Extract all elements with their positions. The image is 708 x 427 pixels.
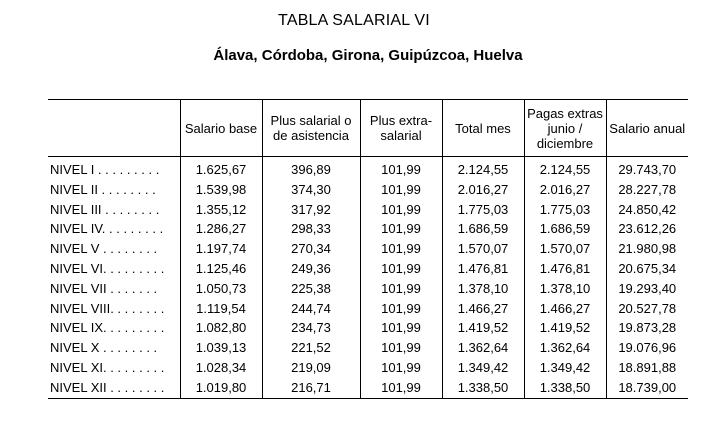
plus-extra-salarial-cell: 101,99: [360, 259, 442, 279]
salario-base-cell: 1.286,27: [180, 219, 262, 239]
plus-extra-salarial-cell: 101,99: [360, 318, 442, 338]
total-mes-cell: 1.349,42: [442, 358, 524, 378]
plus-extra-salarial-cell: 101,99: [360, 299, 442, 319]
table-row: [48, 279, 688, 299]
pagas-extras-cell: 2.016,27: [524, 180, 606, 200]
salario-base-cell: 1.119,54: [180, 299, 262, 319]
salario-base-cell: 1.355,12: [180, 200, 262, 220]
table-row: [48, 219, 688, 239]
level-cell: NIVEL XII . . . . . . . .: [48, 378, 180, 398]
plus-extra-salarial-cell: 101,99: [360, 378, 442, 398]
plus-extra-salarial-cell: 101,99: [360, 338, 442, 358]
level-cell: NIVEL V . . . . . . . .: [50, 241, 158, 257]
plus-salarial-cell: 374,30: [262, 180, 360, 200]
pagas-extras-cell: 1.570,07: [524, 239, 606, 259]
salario-anual-cell: 28.227,78: [606, 180, 688, 200]
table-row: [48, 200, 688, 220]
header-row: [48, 100, 688, 157]
table-row: [48, 259, 688, 279]
level-cell: NIVEL VII . . . . . . .: [50, 280, 158, 296]
salario-base-cell: 1.028,34: [180, 358, 262, 378]
pagas-extras-cell: 1.378,10: [524, 279, 606, 299]
total-mes-cell: 1.419,52: [442, 318, 524, 338]
pagas-extras-cell: 1.775,03: [524, 200, 606, 220]
salario-base-cell: 1.050,73: [180, 279, 262, 299]
plus-extra-salarial-cell: 101,99: [360, 180, 442, 200]
header-plus-extra-salarial: Plus extra-salarial: [360, 100, 442, 157]
table-row: [48, 157, 688, 180]
plus-salarial-cell: 317,92: [262, 200, 360, 220]
plus-extra-salarial-cell: 101,99: [360, 157, 442, 180]
total-mes-cell: 1.686,59: [442, 219, 524, 239]
table-row: [48, 180, 688, 200]
salario-base-cell: 1.039,13: [180, 338, 262, 358]
header-salario-base: Salario base: [180, 100, 262, 157]
pagas-extras-cell: 2.124,55: [524, 157, 606, 180]
salario-anual-cell: 24.850,42: [606, 200, 688, 220]
total-mes-cell: 1.476,81: [442, 259, 524, 279]
salario-anual-cell: 19.076,96: [606, 338, 688, 358]
salario-base-cell: 1.539,98: [180, 180, 262, 200]
level-cell: NIVEL I . . . . . . . . .: [50, 162, 160, 177]
table-row: [48, 318, 688, 338]
salario-anual-cell: 29.743,70: [606, 157, 688, 180]
region-subtitle: Álava, Córdoba, Girona, Guipúzcoa, Huelva: [213, 47, 523, 64]
level-cell: NIVEL II . . . . . . . .: [50, 181, 156, 197]
pagas-extras-cell: 1.686,59: [524, 219, 606, 239]
salario-anual-cell: 19.293,40: [606, 279, 688, 299]
plus-salarial-cell: 221,52: [262, 338, 360, 358]
plus-salarial-cell: 225,38: [262, 279, 360, 299]
total-mes-cell: 1.362,64: [442, 338, 524, 358]
salario-base-cell: 1.197,74: [180, 239, 262, 259]
level-cell: NIVEL III . . . . . . . .: [50, 201, 160, 217]
plus-extra-salarial-cell: 101,99: [360, 358, 442, 378]
table-row: [48, 358, 688, 378]
salario-base-cell: 1.625,67: [180, 157, 262, 180]
plus-salarial-cell: 216,71: [262, 378, 360, 398]
level-cell: NIVEL IX. . . . . . . . .: [50, 320, 165, 336]
table-body: [48, 157, 688, 399]
level-cell: NIVEL X . . . . . . . .: [50, 340, 158, 356]
total-mes-cell: 1.466,27: [442, 299, 524, 319]
salary-table: [48, 99, 688, 399]
salario-anual-cell: 18.891,88: [606, 358, 688, 378]
total-mes-cell: 1.570,07: [442, 239, 524, 259]
pagas-extras-cell: 1.338,50: [524, 378, 606, 398]
plus-salarial-cell: 396,89: [262, 157, 360, 180]
total-mes-cell: 1.338,50: [442, 378, 524, 398]
salario-anual-cell: 19.873,28: [606, 318, 688, 338]
pagas-extras-cell: 1.476,81: [524, 259, 606, 279]
plus-extra-salarial-cell: 101,99: [360, 200, 442, 220]
plus-salarial-cell: 270,34: [262, 239, 360, 259]
level-cell: NIVEL XI. . . . . . . . .: [50, 359, 165, 375]
plus-extra-salarial-cell: 101,99: [360, 219, 442, 239]
table-row: [48, 299, 688, 319]
table-title: TABLA SALARIAL VI: [278, 12, 430, 29]
table-header: [48, 100, 688, 157]
salario-anual-cell: 18.739,00: [606, 378, 688, 398]
table-row: [48, 338, 688, 358]
header-plus-salarial: Plus salarial o de asistencia: [262, 100, 360, 157]
pagas-extras-cell: 1.362,64: [524, 338, 606, 358]
plus-extra-salarial-cell: 101,99: [360, 279, 442, 299]
header-pagas-extras: Pagas extras junio / diciembre: [524, 100, 606, 157]
plus-salarial-cell: 249,36: [262, 259, 360, 279]
total-mes-cell: 2.016,27: [442, 180, 524, 200]
plus-extra-salarial-cell: 101,99: [360, 239, 442, 259]
pagas-extras-cell: 1.466,27: [524, 299, 606, 319]
salario-base-cell: 1.125,46: [180, 259, 262, 279]
header-level: [48, 100, 180, 157]
plus-salarial-cell: 219,09: [262, 358, 360, 378]
plus-salarial-cell: 244,74: [262, 299, 360, 319]
level-cell: NIVEL IV. . . . . . . . .: [50, 221, 164, 237]
pagas-extras-cell: 1.349,42: [524, 358, 606, 378]
salario-base-cell: 1.019,80: [180, 378, 262, 398]
level-cell: NIVEL VIII. . . . . . . .: [50, 300, 165, 316]
salario-anual-cell: 20.527,78: [606, 299, 688, 319]
total-mes-cell: 1.775,03: [442, 200, 524, 220]
level-cell: NIVEL VI. . . . . . . . .: [50, 260, 165, 276]
salario-anual-cell: 23.612,26: [606, 219, 688, 239]
salario-anual-cell: 21.980,98: [606, 239, 688, 259]
total-mes-cell: 2.124,55: [442, 157, 524, 180]
table-row: [48, 239, 688, 259]
header-salario-anual: Salario anual: [606, 100, 688, 157]
salario-anual-cell: 20.675,34: [606, 259, 688, 279]
plus-salarial-cell: 234,73: [262, 318, 360, 338]
plus-salarial-cell: 298,33: [262, 219, 360, 239]
total-mes-cell: 1.378,10: [442, 279, 524, 299]
table-row: [48, 378, 688, 398]
header-total-mes: Total mes: [442, 100, 524, 157]
salario-base-cell: 1.082,80: [180, 318, 262, 338]
pagas-extras-cell: 1.419,52: [524, 318, 606, 338]
